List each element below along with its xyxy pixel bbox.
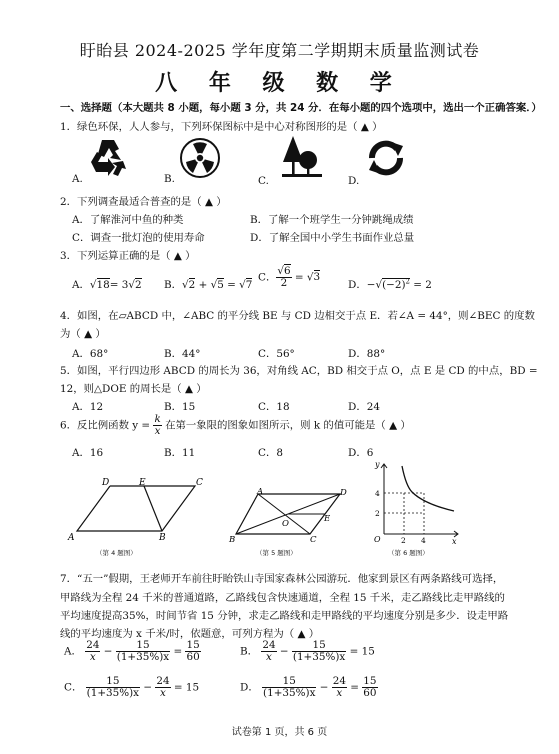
q5-option-c: C．18 [258,401,290,413]
figure-5-parallelogram [228,486,348,546]
subject-title: 八 年 级 数 学 [155,71,404,96]
q6-option-c: C．8 [258,447,283,459]
question-2-stem: 2．下列调查最适合普查的是（ ▲ ） [60,196,227,208]
q6-option-d: D．6 [348,447,374,459]
question-5-stem-line2: 12，则△DOE 的周长是（ ▲ ） [60,383,207,395]
question-7-line2: 甲路线为全程 24 千米的普通道路，乙路线包含快速通道，全程 15 千米，走乙路线比走甲路线的 [60,592,505,604]
question-3-stem: 3．下列运算正确的是（ ▲ ） [60,250,196,262]
section-heading: 一、选择题（本大题共 8 小题，每小题 3 分，共 24 分．在每小题的四个选项中，选出一个正确答案．） [60,102,542,114]
q1-option-d-label: D. [348,175,360,187]
figure-6-inverse-function-graph [368,458,462,544]
radiation-icon [178,136,222,180]
q7-option-d: D． $\frac{15}{(1+35\%)x}$ − $\frac{24}{x}$ = $\frac{15}{60}$ [240,675,377,699]
exam-title: 盱眙县 2024-2025 学年度第二学期期末质量监测试卷 [79,41,480,60]
q5-option-d: D．24 [348,401,380,413]
question-5-stem-line1: 5．如图，平行四边形 ABCD 的周长为 36，对角线 AC，BD 相交于点 O，点 E 是 CD 的中点，BD = [60,365,538,377]
fig5-label-c: C [310,535,317,545]
fig4-label-b: B [159,533,166,543]
fig6-label-x: x [452,537,457,544]
fig5-label-e: E [324,514,331,524]
question-6-stem: 6．反比例函数 y = $\frac{k}{x}$ 在第一象限的图象如图所示，则 k 的值可能是（ ▲ ） [60,413,411,437]
q3-option-c: C． $\frac{√6}{2}$ = √3 [258,265,321,289]
q4-option-b: B．44° [164,348,201,360]
q4-option-c: C．56° [258,348,295,360]
fig6-label-x2: 2 [401,536,406,544]
fig4-label-c: C [196,478,203,488]
question-7-line4: 线的平均速度为 x 千米/时，依题意，可列方程为（ ▲ ） [60,628,320,640]
fig6-label-y4: 4 [375,489,380,498]
fig5-label-o: O [282,519,289,529]
fig5-label-a: A [257,487,264,497]
q6-option-b: B．11 [164,447,196,459]
figure-5-caption: （第 5 题图） [256,549,297,557]
fig4-label-e: E [139,478,146,488]
tree-sun-icon [280,134,324,182]
figure-4-caption: （第 4 题图） [96,549,137,557]
figure-6-caption: （第 6 题图） [388,549,429,557]
question-7-line1: 7．“五一”假期，王老师开车前往盱眙铁山寺国家森林公园游玩．他家到景区有两条路线可选择， [60,573,504,585]
fig5-label-b: B [229,535,236,545]
q4-option-a: A．68° [72,348,109,360]
q4-option-d: D．88° [348,348,386,360]
fig6-label-x4: 4 [421,536,426,544]
q5-option-a: A．12 [72,401,104,413]
fig5-label-d: D [340,488,347,498]
q2-option-a: A．了解淮河中鱼的种类 [72,214,184,226]
q2-option-b: B．了解一个班学生一分钟跳绳成绩 [250,214,414,226]
q1-option-a-label: A. [72,173,83,185]
q1-option-c-label: C. [258,175,269,187]
fig6-label-origin: O [374,535,381,544]
figure-4-parallelogram [62,474,212,544]
fig4-label-d: D [102,478,110,488]
q3-option-b: B．√2 + √5 = √7 [164,279,253,291]
refresh-icon [364,136,408,180]
question-7-line3: 平均速度提高35%，时间节省 15 分钟，求走乙路线和走甲路线的平均速度分别是多少．设走甲路 [60,610,509,622]
q3-option-a: A．√18= 3√2 [72,279,142,291]
page-footer: 试卷第 1 页，共 6 页 [231,727,328,738]
question-1-stem: 1．绿色环保，人人参与，下列环保图标中是中心对称图形的是（ ▲ ） [60,121,383,133]
q7-option-b: B． $\frac{24}{x}$ − $\frac{15}{(1+35\%)x}$ = 15 [240,639,375,663]
fig6-label-y: y [375,460,380,469]
fig4-label-a: A [68,533,75,543]
q7-option-a: A． $\frac{24}{x}$ − $\frac{15}{(1+35\%)x}$ = $\frac{15}{60}$ [64,639,200,663]
q2-option-d: D．了解全国中小学生书面作业总量 [250,232,415,244]
q7-option-c: C． $\frac{15}{(1+35\%)x}$ − $\frac{24}{x}$ = 15 [64,675,200,699]
q2-option-c: C．调查一批灯泡的使用寿命 [72,232,205,244]
question-4-stem-line1: 4．如图，在▱ABCD 中，∠ABC 的平分线 BE 与 CD 边相交于点 E．若∠A = 44°，则∠BEC 的度数 [60,310,535,322]
question-4-stem-line2: 为（ ▲ ） [60,328,106,340]
q5-option-b: B．15 [164,401,196,413]
q3-option-d: D．$-√(-2)^2 = 2$ [348,277,432,291]
q1-option-b-label: B. [164,173,175,185]
q6-option-a: A．16 [72,447,104,459]
recycle-icon [88,136,128,180]
fig6-label-y2: 2 [375,509,380,518]
